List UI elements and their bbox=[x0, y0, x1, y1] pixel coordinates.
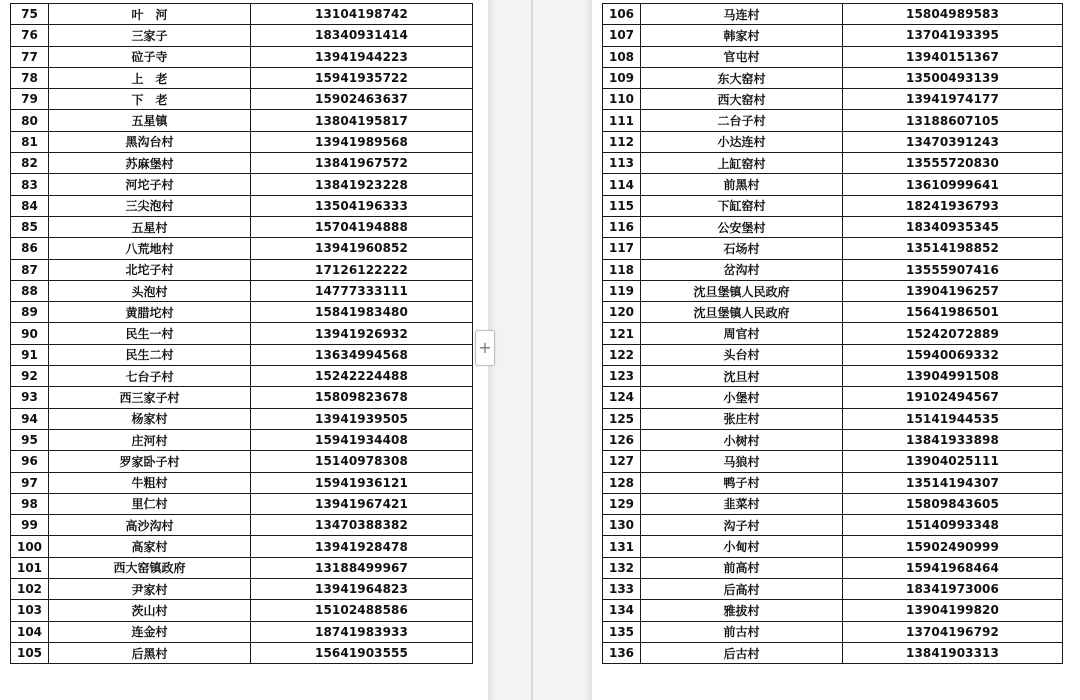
table-row bbox=[603, 429, 1063, 450]
phone-number: 15902490999 bbox=[843, 536, 1063, 557]
row-number: 96 bbox=[11, 451, 49, 472]
row-number: 107 bbox=[603, 25, 641, 46]
row-number: 95 bbox=[11, 429, 49, 450]
table-row bbox=[603, 366, 1063, 387]
row-number: 106 bbox=[603, 4, 641, 25]
row-number: 108 bbox=[603, 46, 641, 67]
add-page-button[interactable]: + bbox=[475, 330, 495, 366]
phone-number: 14777333111 bbox=[251, 280, 473, 301]
row-number: 79 bbox=[11, 89, 49, 110]
village-name: 黑沟台村 bbox=[49, 131, 251, 152]
row-number: 115 bbox=[603, 195, 641, 216]
village-name: 头泡村 bbox=[49, 280, 251, 301]
village-name: 高家村 bbox=[49, 536, 251, 557]
row-number: 92 bbox=[11, 366, 49, 387]
village-name: 西大窑镇政府 bbox=[49, 557, 251, 578]
phone-number: 15941935722 bbox=[251, 67, 473, 88]
phone-number: 13514194307 bbox=[843, 472, 1063, 493]
table-row bbox=[603, 302, 1063, 323]
village-name: 石场村 bbox=[641, 238, 843, 259]
phone-number: 13104198742 bbox=[251, 4, 473, 25]
row-number: 91 bbox=[11, 344, 49, 365]
village-name: 里仁村 bbox=[49, 493, 251, 514]
village-name: 下 老 bbox=[49, 89, 251, 110]
table-row bbox=[11, 429, 473, 450]
phone-number: 15242072889 bbox=[843, 323, 1063, 344]
table-row bbox=[11, 515, 473, 536]
table-row bbox=[11, 67, 473, 88]
table-row bbox=[11, 323, 473, 344]
table-row bbox=[603, 4, 1063, 25]
table-row bbox=[11, 259, 473, 280]
village-name: 马连村 bbox=[641, 4, 843, 25]
row-number: 127 bbox=[603, 451, 641, 472]
phone-number: 15140978308 bbox=[251, 451, 473, 472]
village-name: 高沙沟村 bbox=[49, 515, 251, 536]
table-row bbox=[603, 238, 1063, 259]
village-name: 后高村 bbox=[641, 579, 843, 600]
contact-table-left-body bbox=[11, 4, 473, 664]
table-row bbox=[11, 25, 473, 46]
village-name: 雅拔村 bbox=[641, 600, 843, 621]
table-row bbox=[11, 302, 473, 323]
row-number: 133 bbox=[603, 579, 641, 600]
phone-number: 13188607105 bbox=[843, 110, 1063, 131]
village-name: 周官村 bbox=[641, 323, 843, 344]
table-row bbox=[11, 600, 473, 621]
village-name: 前黑村 bbox=[641, 174, 843, 195]
village-name: 岔沟村 bbox=[641, 259, 843, 280]
table-row bbox=[11, 195, 473, 216]
table-row bbox=[11, 280, 473, 301]
phone-number: 17126122222 bbox=[251, 259, 473, 280]
row-number: 130 bbox=[603, 515, 641, 536]
village-name: 小堡村 bbox=[641, 387, 843, 408]
village-name: 沈旦堡镇人民政府 bbox=[641, 302, 843, 323]
phone-number: 15940069332 bbox=[843, 344, 1063, 365]
table-row bbox=[603, 131, 1063, 152]
phone-number: 18741983933 bbox=[251, 621, 473, 642]
page-gutter bbox=[488, 0, 592, 700]
table-row bbox=[603, 621, 1063, 642]
row-number: 135 bbox=[603, 621, 641, 642]
village-name: 黄腊坨村 bbox=[49, 302, 251, 323]
row-number: 111 bbox=[603, 110, 641, 131]
phone-number: 13941989568 bbox=[251, 131, 473, 152]
table-row bbox=[603, 515, 1063, 536]
row-number: 117 bbox=[603, 238, 641, 259]
table-row bbox=[603, 451, 1063, 472]
phone-number: 15841983480 bbox=[251, 302, 473, 323]
table-row bbox=[11, 387, 473, 408]
village-name: 八荒地村 bbox=[49, 238, 251, 259]
row-number: 112 bbox=[603, 131, 641, 152]
table-row bbox=[11, 153, 473, 174]
village-name: 二台子村 bbox=[641, 110, 843, 131]
table-row bbox=[603, 280, 1063, 301]
phone-number: 13555720830 bbox=[843, 153, 1063, 174]
row-number: 102 bbox=[11, 579, 49, 600]
table-row bbox=[603, 323, 1063, 344]
phone-number: 13634994568 bbox=[251, 344, 473, 365]
row-number: 113 bbox=[603, 153, 641, 174]
village-name: 三家子 bbox=[49, 25, 251, 46]
phone-number: 13188499967 bbox=[251, 557, 473, 578]
village-name: 韩家村 bbox=[641, 25, 843, 46]
phone-number: 15641903555 bbox=[251, 642, 473, 663]
phone-number: 13470391243 bbox=[843, 131, 1063, 152]
phone-number: 13841967572 bbox=[251, 153, 473, 174]
row-number: 94 bbox=[11, 408, 49, 429]
village-name: 官屯村 bbox=[641, 46, 843, 67]
phone-number: 13841923228 bbox=[251, 174, 473, 195]
phone-number: 13841933898 bbox=[843, 429, 1063, 450]
phone-number: 13704193395 bbox=[843, 25, 1063, 46]
row-number: 88 bbox=[11, 280, 49, 301]
village-name: 马狼村 bbox=[641, 451, 843, 472]
table-row bbox=[11, 451, 473, 472]
phone-number: 13704196792 bbox=[843, 621, 1063, 642]
village-name: 民生二村 bbox=[49, 344, 251, 365]
table-row bbox=[603, 110, 1063, 131]
phone-number: 13500493139 bbox=[843, 67, 1063, 88]
village-name: 茨山村 bbox=[49, 600, 251, 621]
phone-number: 18341973006 bbox=[843, 579, 1063, 600]
phone-number: 15804989583 bbox=[843, 4, 1063, 25]
row-number: 93 bbox=[11, 387, 49, 408]
village-name: 三尖泡村 bbox=[49, 195, 251, 216]
row-number: 136 bbox=[603, 642, 641, 663]
contact-table-right-body bbox=[603, 4, 1063, 664]
phone-number: 13804195817 bbox=[251, 110, 473, 131]
row-number: 97 bbox=[11, 472, 49, 493]
village-name: 上缸窑村 bbox=[641, 153, 843, 174]
phone-number: 15140993348 bbox=[843, 515, 1063, 536]
row-number: 131 bbox=[603, 536, 641, 557]
table-row bbox=[603, 89, 1063, 110]
row-number: 109 bbox=[603, 67, 641, 88]
village-name: 小树村 bbox=[641, 429, 843, 450]
phone-number: 13904199820 bbox=[843, 600, 1063, 621]
village-name: 牛粗村 bbox=[49, 472, 251, 493]
row-number: 129 bbox=[603, 493, 641, 514]
row-number: 123 bbox=[603, 366, 641, 387]
phone-number: 15941968464 bbox=[843, 557, 1063, 578]
table-row bbox=[11, 366, 473, 387]
row-number: 114 bbox=[603, 174, 641, 195]
village-name: 苏麻堡村 bbox=[49, 153, 251, 174]
table-row bbox=[11, 536, 473, 557]
phone-number: 13904025111 bbox=[843, 451, 1063, 472]
table-row bbox=[603, 642, 1063, 663]
phone-number: 13841903313 bbox=[843, 642, 1063, 663]
table-row bbox=[11, 642, 473, 663]
village-name: 庄河村 bbox=[49, 429, 251, 450]
row-number: 126 bbox=[603, 429, 641, 450]
phone-number: 13504196333 bbox=[251, 195, 473, 216]
row-number: 87 bbox=[11, 259, 49, 280]
row-number: 85 bbox=[11, 216, 49, 237]
village-name: 西三家子村 bbox=[49, 387, 251, 408]
phone-number: 15641986501 bbox=[843, 302, 1063, 323]
table-row bbox=[11, 344, 473, 365]
row-number: 100 bbox=[11, 536, 49, 557]
village-name: 公安堡村 bbox=[641, 216, 843, 237]
row-number: 101 bbox=[11, 557, 49, 578]
page-divider bbox=[531, 0, 533, 700]
row-number: 83 bbox=[11, 174, 49, 195]
table-row bbox=[603, 259, 1063, 280]
row-number: 86 bbox=[11, 238, 49, 259]
village-name: 头台村 bbox=[641, 344, 843, 365]
village-name: 民生一村 bbox=[49, 323, 251, 344]
phone-number: 13941964823 bbox=[251, 579, 473, 600]
row-number: 134 bbox=[603, 600, 641, 621]
row-number: 89 bbox=[11, 302, 49, 323]
village-name: 前古村 bbox=[641, 621, 843, 642]
phone-number: 15242224488 bbox=[251, 366, 473, 387]
phone-number: 13904991508 bbox=[843, 366, 1063, 387]
left-page bbox=[0, 0, 488, 700]
phone-number: 13940151367 bbox=[843, 46, 1063, 67]
village-name: 小达连村 bbox=[641, 131, 843, 152]
village-name: 砬子寺 bbox=[49, 46, 251, 67]
row-number: 116 bbox=[603, 216, 641, 237]
table-row bbox=[603, 195, 1063, 216]
phone-number: 15102488586 bbox=[251, 600, 473, 621]
village-name: 叶 河 bbox=[49, 4, 251, 25]
village-name: 杨家村 bbox=[49, 408, 251, 429]
table-row bbox=[11, 621, 473, 642]
phone-number: 18241936793 bbox=[843, 195, 1063, 216]
row-number: 122 bbox=[603, 344, 641, 365]
phone-number: 13941928478 bbox=[251, 536, 473, 557]
table-row bbox=[11, 472, 473, 493]
contact-table-left bbox=[10, 3, 473, 664]
row-number: 99 bbox=[11, 515, 49, 536]
row-number: 132 bbox=[603, 557, 641, 578]
phone-number: 13470388382 bbox=[251, 515, 473, 536]
table-row bbox=[603, 408, 1063, 429]
table-row bbox=[11, 89, 473, 110]
phone-number: 15809823678 bbox=[251, 387, 473, 408]
phone-number: 15902463637 bbox=[251, 89, 473, 110]
row-number: 119 bbox=[603, 280, 641, 301]
row-number: 80 bbox=[11, 110, 49, 131]
phone-number: 15941934408 bbox=[251, 429, 473, 450]
village-name: 下缸窑村 bbox=[641, 195, 843, 216]
right-page bbox=[592, 0, 1080, 700]
village-name: 上 老 bbox=[49, 67, 251, 88]
table-row bbox=[603, 472, 1063, 493]
phone-number: 13610999641 bbox=[843, 174, 1063, 195]
phone-number: 13941967421 bbox=[251, 493, 473, 514]
phone-number: 13941939505 bbox=[251, 408, 473, 429]
table-row bbox=[11, 238, 473, 259]
table-row bbox=[11, 46, 473, 67]
phone-number: 13514198852 bbox=[843, 238, 1063, 259]
phone-number: 13941960852 bbox=[251, 238, 473, 259]
village-name: 张庄村 bbox=[641, 408, 843, 429]
table-row bbox=[11, 110, 473, 131]
phone-number: 18340935345 bbox=[843, 216, 1063, 237]
village-name: 沈旦村 bbox=[641, 366, 843, 387]
row-number: 78 bbox=[11, 67, 49, 88]
table-row bbox=[11, 408, 473, 429]
phone-number: 13941926932 bbox=[251, 323, 473, 344]
table-row bbox=[11, 579, 473, 600]
phone-number: 13941944223 bbox=[251, 46, 473, 67]
village-name: 北坨子村 bbox=[49, 259, 251, 280]
village-name: 沈旦堡镇人民政府 bbox=[641, 280, 843, 301]
phone-number: 15809843605 bbox=[843, 493, 1063, 514]
row-number: 103 bbox=[11, 600, 49, 621]
row-number: 81 bbox=[11, 131, 49, 152]
contact-table-right bbox=[602, 3, 1063, 664]
row-number: 124 bbox=[603, 387, 641, 408]
phone-number: 15941936121 bbox=[251, 472, 473, 493]
village-name: 东大窑村 bbox=[641, 67, 843, 88]
gutter-shadow-right bbox=[584, 0, 592, 700]
row-number: 121 bbox=[603, 323, 641, 344]
row-number: 84 bbox=[11, 195, 49, 216]
table-row bbox=[603, 174, 1063, 195]
table-row bbox=[603, 25, 1063, 46]
phone-number: 15704194888 bbox=[251, 216, 473, 237]
row-number: 82 bbox=[11, 153, 49, 174]
village-name: 韭菜村 bbox=[641, 493, 843, 514]
table-row bbox=[11, 493, 473, 514]
table-row bbox=[11, 4, 473, 25]
row-number: 105 bbox=[11, 642, 49, 663]
village-name: 沟子村 bbox=[641, 515, 843, 536]
village-name: 五星镇 bbox=[49, 110, 251, 131]
table-row bbox=[603, 344, 1063, 365]
table-row bbox=[11, 557, 473, 578]
table-row bbox=[603, 579, 1063, 600]
row-number: 110 bbox=[603, 89, 641, 110]
village-name: 罗家卧子村 bbox=[49, 451, 251, 472]
village-name: 五星村 bbox=[49, 216, 251, 237]
table-row bbox=[603, 67, 1063, 88]
village-name: 前高村 bbox=[641, 557, 843, 578]
table-row bbox=[603, 536, 1063, 557]
village-name: 七台子村 bbox=[49, 366, 251, 387]
table-row bbox=[603, 387, 1063, 408]
village-name: 后古村 bbox=[641, 642, 843, 663]
village-name: 尹家村 bbox=[49, 579, 251, 600]
table-row bbox=[603, 153, 1063, 174]
village-name: 小甸村 bbox=[641, 536, 843, 557]
row-number: 125 bbox=[603, 408, 641, 429]
table-row bbox=[603, 557, 1063, 578]
village-name: 鸭子村 bbox=[641, 472, 843, 493]
table-row bbox=[603, 493, 1063, 514]
row-number: 76 bbox=[11, 25, 49, 46]
phone-number: 13904196257 bbox=[843, 280, 1063, 301]
phone-number: 13941974177 bbox=[843, 89, 1063, 110]
phone-number: 19102494567 bbox=[843, 387, 1063, 408]
village-name: 连金村 bbox=[49, 621, 251, 642]
row-number: 75 bbox=[11, 4, 49, 25]
row-number: 128 bbox=[603, 472, 641, 493]
table-row bbox=[11, 216, 473, 237]
row-number: 90 bbox=[11, 323, 49, 344]
phone-number: 18340931414 bbox=[251, 25, 473, 46]
table-row bbox=[603, 216, 1063, 237]
row-number: 120 bbox=[603, 302, 641, 323]
row-number: 104 bbox=[11, 621, 49, 642]
phone-number: 13555907416 bbox=[843, 259, 1063, 280]
row-number: 98 bbox=[11, 493, 49, 514]
village-name: 西大窑村 bbox=[641, 89, 843, 110]
table-row bbox=[11, 131, 473, 152]
village-name: 河坨子村 bbox=[49, 174, 251, 195]
table-row bbox=[603, 600, 1063, 621]
phone-number: 15141944535 bbox=[843, 408, 1063, 429]
row-number: 77 bbox=[11, 46, 49, 67]
table-row bbox=[11, 174, 473, 195]
row-number: 118 bbox=[603, 259, 641, 280]
table-row bbox=[603, 46, 1063, 67]
village-name: 后黑村 bbox=[49, 642, 251, 663]
